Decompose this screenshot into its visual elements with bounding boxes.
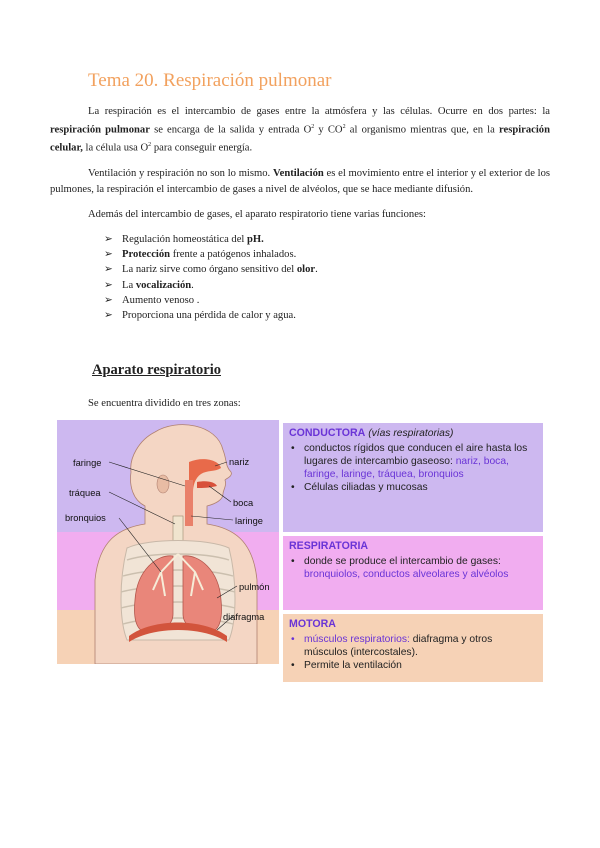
list-item: ➢ Proporciona una pérdida de calor y agua.: [104, 308, 318, 323]
paragraph-definition: La respiración es el intercambio de gases entre la atmósfera y las células. Ocurre en dos partes: la respiración pulmonar se encarga de la salida y entrada $O^2$ y $CO^2$ al organismo mientras que, en la respiración celular, la célula usa $O^2$ para conseguir energía.: [50, 106, 550, 154]
list-item: • Células ciliadas y mucosas: [291, 482, 428, 493]
zone-conductora-box: [283, 423, 543, 532]
pharynx: [185, 480, 193, 526]
respiratory-illustration: [57, 420, 279, 664]
zone-title: RESPIRATORIA: [289, 540, 369, 552]
list-item: ➢ La vocalización.: [104, 278, 318, 293]
list-item: • músculos respiratorios: diafragma y otros músculos (intercostales).: [291, 634, 493, 658]
zone-title: MOTORA: [289, 618, 336, 630]
zone-motora-box: [283, 614, 543, 682]
label-diafragma: diafragma: [223, 612, 265, 622]
label-pulmon: pulmón: [239, 582, 270, 592]
functions-list: [104, 232, 318, 323]
zone-conductora-list: [289, 442, 537, 494]
page-title: Tema 20. Respiración pulmonar: [88, 70, 332, 91]
list-item: ➢ Protección frente a patógenos inhalados.: [104, 247, 318, 262]
zone-title: CONDUCTORA: [289, 427, 366, 439]
arrow-bullet-icon: ➢: [104, 249, 113, 261]
label-faringe: faringe: [73, 458, 102, 468]
arrow-bullet-icon: ➢: [104, 279, 113, 291]
zone-motora-list: [289, 633, 537, 672]
arrow-bullet-icon: ➢: [104, 234, 113, 245]
zones-intro: Se encuentra dividido en tres zonas:: [88, 398, 241, 409]
list-item: ➢ Regulación homeostática del pH.: [104, 232, 318, 247]
arrow-bullet-icon: ➢: [104, 294, 113, 306]
respiratory-system-figure: [57, 420, 544, 682]
label-laringe: laringe: [235, 516, 263, 526]
list-item: • conductos rígidos que conducen el aire hasta los lugares de intercambio gaseoso: nariz, boca, faringe, laringe, tráquea, bronquios: [291, 443, 528, 480]
paragraph-functions-intro: Además del intercambio de gases, el aparato respiratorio tiene varias funciones:: [88, 209, 426, 220]
list-item: • Permite la ventilación: [291, 660, 402, 671]
list-item: ➢ La nariz sirve como órgano sensitivo del olor.: [104, 262, 318, 277]
arrow-bullet-icon: ➢: [104, 264, 113, 276]
label-nariz: nariz: [229, 457, 250, 467]
label-traquea: tráquea: [69, 488, 101, 498]
arrow-bullet-icon: ➢: [104, 310, 113, 322]
list-item: ➢ Aumento venoso .: [104, 293, 318, 308]
label-bronquios: bronquios: [65, 513, 106, 523]
zone-conductora-heading: [289, 427, 537, 440]
zone-subtitle: (vías respiratorias): [368, 428, 454, 439]
zone-respiratoria-box: [283, 536, 543, 610]
label-boca: boca: [233, 498, 254, 508]
section-heading: Aparato respiratorio: [92, 362, 221, 378]
zone-respiratoria-list: [289, 555, 537, 581]
paragraph-ventilation: Ventilación y respiración no son lo mismo. Ventilación es el movimiento entre el interior y el exterior de los pulmones, la respiración el intercambio de gases a nivel de alvéolos, que se hace mediante difusión.: [50, 168, 551, 195]
list-item: • donde se produce el intercambio de gases: bronquiolos, conductos alveolares y alvéolos: [291, 556, 509, 580]
